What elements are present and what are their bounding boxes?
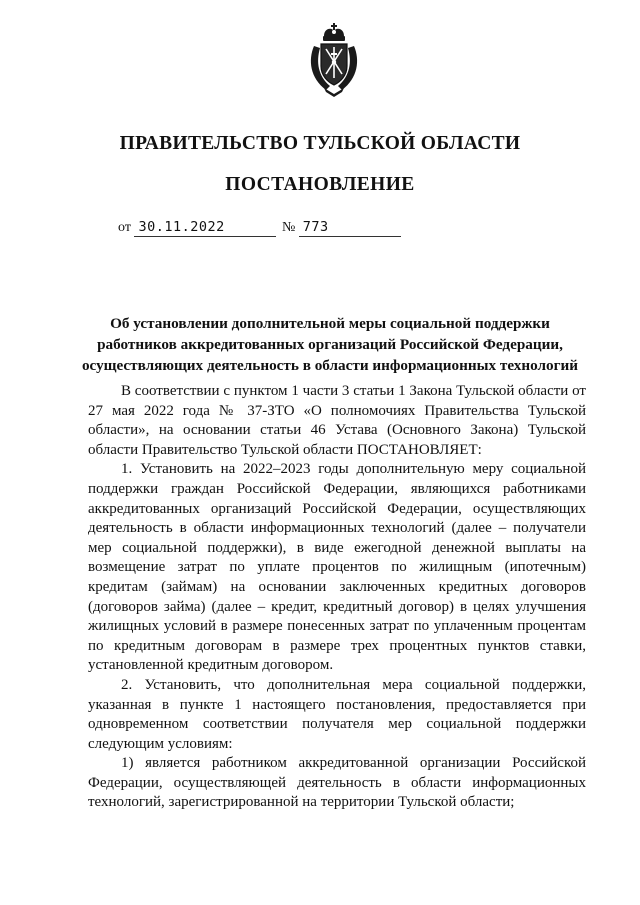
subject-line: Об установлении дополнительной меры социальной поддержки <box>110 315 550 332</box>
document-subject <box>60 313 600 376</box>
document-type-title: ПОСТАНОВЛЕНИЕ <box>225 174 415 195</box>
number-field <box>299 219 401 237</box>
clause-2-paragraph: 2. Установить, что дополнительная мера социальной поддержки, указанная в пункте 1 настоящего постановления, предоставляется при одновременном соответствии получателя мер социальной поддержки следующим условиям: <box>88 676 586 752</box>
clause-1-paragraph: 1. Установить на 2022–2023 годы дополнительную меру социальной поддержки граждан Российской Федерации, являющихся работниками аккредитованных организаций Российской Федерации, осуществляющих деятельность в области информационных технологий (далее – получатели мер социальной поддержки), в виде ежегодной денежной выплаты на возмещение затрат по уплате процентов по жилищным (ипотечным) кредитам (займам) на основании заключенных кредитных договоров (договоров займа) (далее – кредит, кредитный договор) в целях улучшения жилищных условий в размере понесенных затрат по уплаченным процентам по кредитным договорам в размере трех процентных пунктов ставки, установленной кредитным договором. <box>88 461 586 674</box>
document-body <box>88 382 586 813</box>
condition-1-paragraph: 1) является работником аккредитованной организации Российской Федерации, осуществляющей деятельность в области информационных технологий, зарегистрированной на территории Тульской области; <box>88 755 586 811</box>
subject-line: работников аккредитованных организаций Российской Федерации, <box>97 336 563 353</box>
organization-title: ПРАВИТЕЛЬСТВО ТУЛЬСКОЙ ОБЛАСТИ <box>119 133 521 154</box>
number-prefix: № <box>281 220 296 235</box>
date-field <box>134 219 276 237</box>
preamble-paragraph: В соответствии с пунктом 1 части 3 статьи 1 Закона Тульской области от 27 мая 2022 года № 37-ЗТО «О полномочиях Правительства Тульской области», на основании статьи 46 Устава (Основного Закона) Тульской области Правительство Тульской области ПОСТАНОВЛЯЕТ: <box>88 383 586 458</box>
document-date: 30.11.2022 <box>138 219 225 235</box>
document-meta <box>118 219 401 237</box>
date-prefix: от <box>118 220 131 235</box>
tula-region-coat-of-arms-icon <box>306 22 362 98</box>
subject-line: осуществляющих деятельность в области информационных технологий <box>81 357 579 374</box>
document-number: 773 <box>302 219 329 235</box>
